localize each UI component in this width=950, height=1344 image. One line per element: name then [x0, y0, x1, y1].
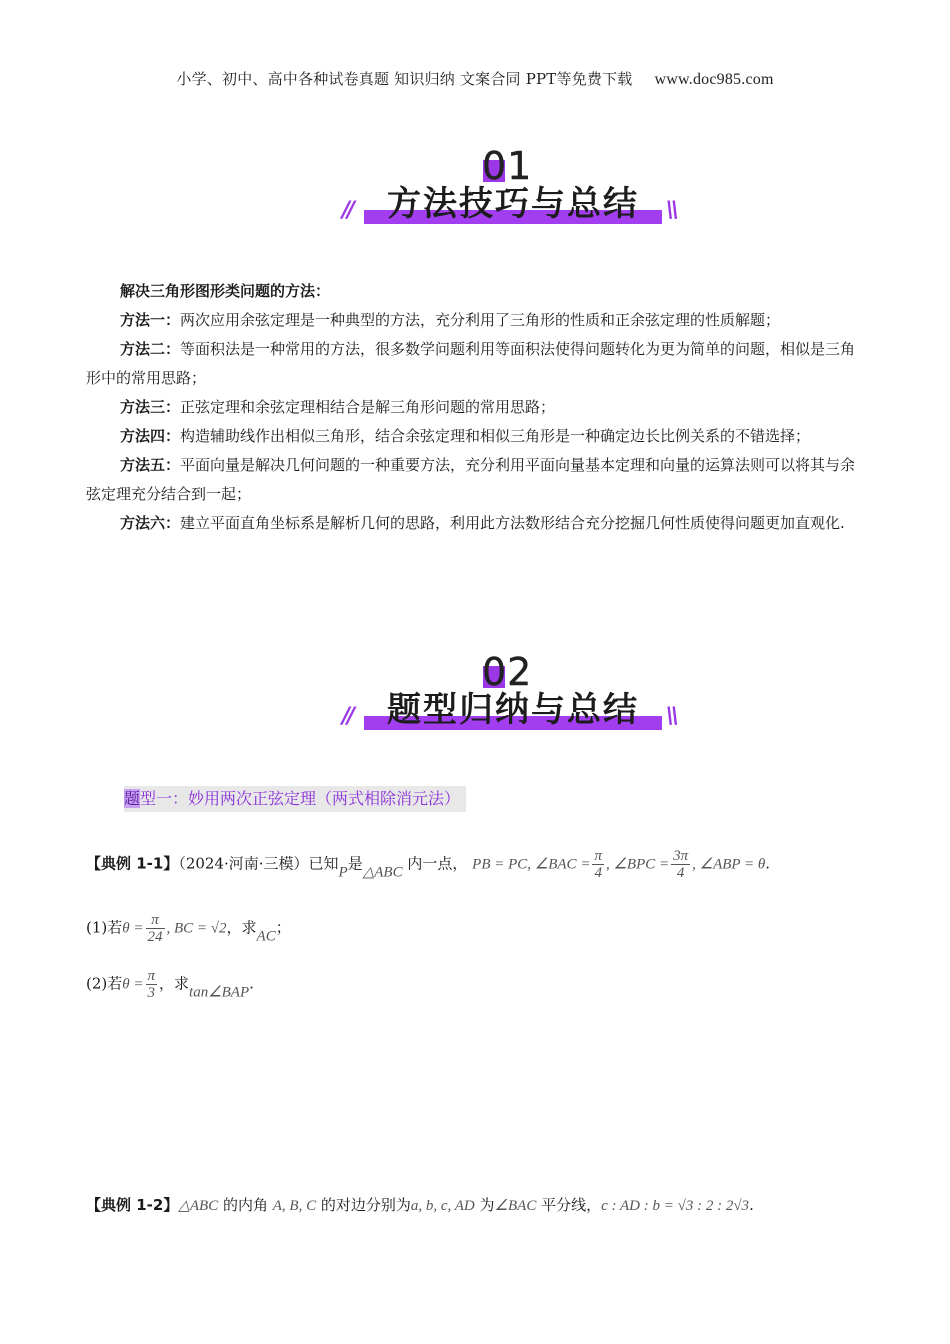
math-ac: AC [256, 928, 276, 945]
header-text: 小学、初中、高中各种试卷真题 知识归纳 文案合同 PPT等免费下载 [176, 70, 633, 88]
math-triangle: △ABC [362, 864, 403, 881]
numerator: π [147, 968, 156, 984]
text-period: . [765, 854, 771, 873]
method-text: 构造辅助线作出相似三角形，结合余弦定理和相似三角形是一种确定边长比例关系的不错选择； [180, 427, 811, 445]
fraction-3pi-over-4 [671, 848, 690, 881]
section-title: 方法技巧与总结 [387, 184, 639, 224]
math-ratio: c : AD : b = √3 : 2 : 2√3 [601, 1198, 750, 1214]
q2-end: . [249, 974, 254, 993]
math-tan-bap: tan∠BAP [189, 984, 250, 1001]
numerator: π [594, 848, 602, 864]
math-sides: a, b, c, AD [410, 1198, 475, 1214]
denominator: 24 [147, 929, 163, 945]
fraction-pi-over-4 [592, 848, 604, 881]
math-triangle: △ABC [178, 1198, 219, 1214]
method-text: 建立平面直角坐标系是解析几何的思路，利用此方法数形结合充分挖掘几何性质使得问题更加直观化. [180, 514, 845, 532]
math-bc: , BC = √2 [166, 920, 227, 937]
math-angles: A, B, C [272, 1198, 317, 1214]
method-label: 方法三： [120, 398, 181, 416]
math-cond3: , ∠ABP = θ [692, 856, 766, 873]
section-number: 01 [482, 144, 533, 188]
method-item [86, 393, 858, 422]
text-inside: 内一点， [402, 854, 468, 873]
section-title: 题型归纳与总结 [387, 690, 639, 730]
slash-decoration-left: // [342, 198, 353, 223]
numerator: π [146, 912, 165, 929]
text-1: 的内角 [218, 1196, 273, 1214]
methods-section [86, 277, 858, 538]
method-label: 方法一： [120, 311, 181, 329]
method-text: 正弦定理和余弦定理相结合是解三角形问题的常用思路； [180, 398, 556, 416]
header-url[interactable]: www.doc985.com [654, 71, 774, 88]
question-1 [86, 912, 291, 946]
denominator: 4 [676, 865, 685, 881]
q2-ask: ，求 [159, 974, 190, 993]
method-label: 方法二： [120, 340, 181, 358]
method-text: 两次应用余弦定理是一种典型的方法，充分利用了三角形的性质和正余弦定理的性质解题； [180, 311, 781, 329]
text-3: 为 [474, 1196, 495, 1214]
methods-intro: 解决三角形图形类问题的方法： [120, 282, 331, 300]
method-label: 方法五： [120, 456, 181, 474]
section-banner-01 [340, 144, 680, 240]
method-text: 等面积法是一种常用的方法，很多数学问题利用等面积法使得问题转化为更为简单的问题，相似是三角形中的常用思路； [86, 340, 856, 387]
text-4: 平分线， [536, 1196, 602, 1214]
method-item [86, 335, 858, 393]
example-1-1 [86, 848, 770, 882]
q2-prefix: (2)若 [86, 974, 123, 993]
text-2: 的对边分别为 [316, 1196, 411, 1214]
slash-decoration-right: \\ [665, 198, 676, 223]
q1-ask: ，求 [226, 918, 257, 937]
numerator: 3π [673, 848, 689, 864]
example-tag: 【典例 1-1】 [86, 854, 179, 873]
method-text: 平面向量是解决几何问题的一种重要方法，充分利用平面向量基本定理和向量的运算法则可以将其与余弦定理充分结合到一起； [86, 456, 856, 503]
math-cond1: PB = PC, ∠BAC = [472, 856, 591, 873]
method-item [86, 422, 858, 451]
method-label: 方法四： [120, 427, 181, 445]
math-theta: θ = [122, 920, 144, 937]
text-is: 是 [347, 854, 363, 873]
question-2 [86, 968, 254, 1002]
section-banner-02 [340, 650, 680, 746]
method-item [86, 306, 858, 335]
method-item [86, 451, 858, 509]
example-tag: 【典例 1-2】 [86, 1196, 179, 1214]
method-item [86, 509, 858, 538]
question-type-label [124, 786, 466, 812]
math-angle-bac: ∠BAC [494, 1198, 537, 1214]
page-header [0, 68, 950, 89]
q1-prefix: (1)若 [86, 918, 123, 937]
q1-end: ； [275, 918, 291, 937]
denominator: 4 [594, 865, 602, 881]
math-theta: θ = [122, 976, 144, 993]
fraction-pi-over-3 [146, 968, 158, 1001]
method-label: 方法六： [120, 514, 181, 532]
text-period: . [749, 1196, 754, 1214]
example-1-2 [86, 1194, 754, 1215]
slash-decoration-right: \\ [665, 704, 676, 729]
denominator: 3 [147, 985, 155, 1001]
type-label-highlight: 题 [124, 789, 141, 808]
slash-decoration-left: // [342, 704, 353, 729]
math-p: P [338, 864, 348, 881]
math-cond2: , ∠BPC = [605, 856, 670, 873]
section-number: 02 [482, 650, 533, 694]
type-label-text: 型一：妙用两次正弦定理（两式相除消元法） [140, 789, 461, 808]
example-source: （2024·河南·三模）已知 [178, 854, 339, 873]
fraction-pi-over-24 [146, 912, 165, 945]
